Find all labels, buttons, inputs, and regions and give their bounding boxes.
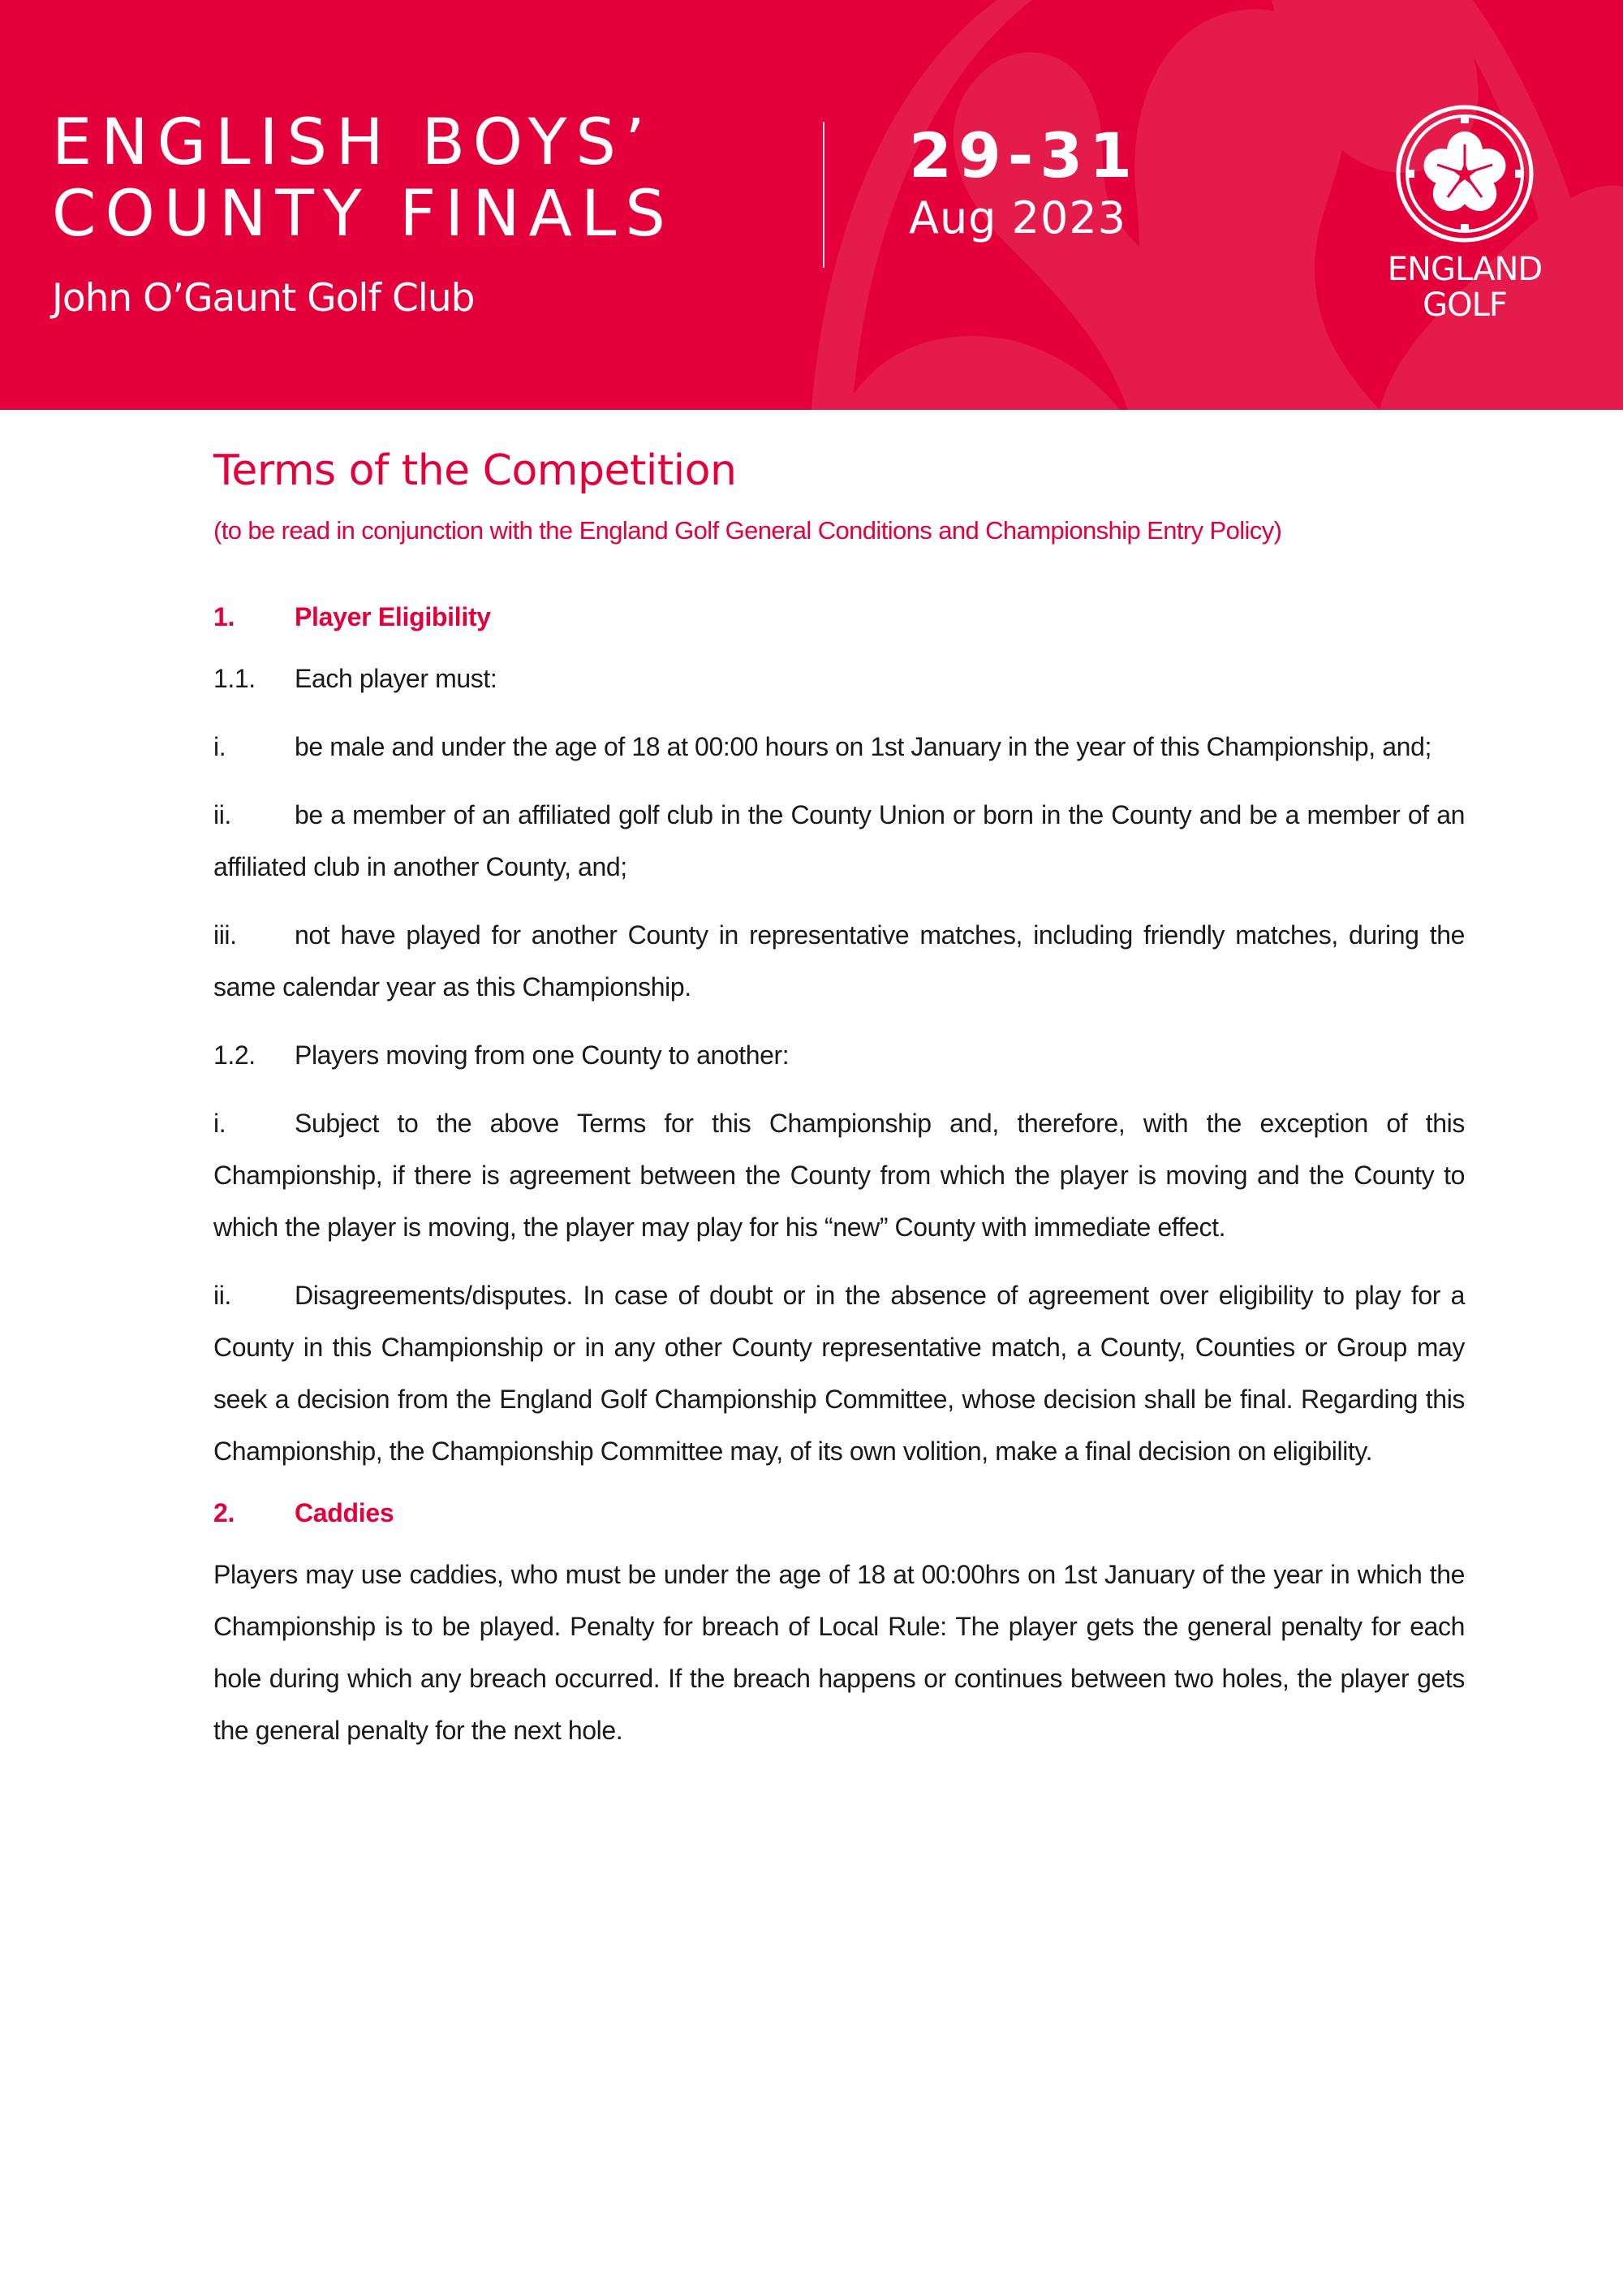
- section-heading: [213, 1493, 1465, 1532]
- clause-number: ii.: [213, 800, 231, 829]
- section-title: Caddies: [295, 1498, 394, 1527]
- venue-name: John O’Gaunt Golf Club: [52, 276, 475, 321]
- section-heading: [213, 597, 1465, 636]
- clause-1-1-iii: [213, 909, 1465, 1013]
- brand-line-1: ENGLAND: [1387, 251, 1543, 288]
- document-title: Terms of the Competition: [213, 446, 737, 495]
- clause-1-1-i: [213, 721, 1465, 773]
- clause-1-2: [213, 1029, 1465, 1081]
- clause-text: be a member of an affiliated golf club in the County Union or born in the County and be a member of an affiliated club in another County, and;: [213, 800, 1465, 881]
- event-month-year: Aug 2023: [909, 192, 1127, 243]
- clause-1-1-ii: [213, 789, 1465, 893]
- clause-text: Subject to the above Terms for this Championship and, therefore, with the exception of this Championship, if there is agreement between the County from which the player is moving and the County to which the player is moving, the player may play for his “new” County with immediate effect.: [213, 1109, 1465, 1242]
- event-title-line-2: COUNTY FINALS: [52, 178, 674, 251]
- clause-1-2-i: [213, 1097, 1465, 1253]
- document-body: [213, 438, 1465, 1756]
- clause-1-2-ii: [213, 1269, 1465, 1477]
- section-number: 1.: [213, 602, 235, 631]
- clause-1-1: [213, 653, 1465, 704]
- caddies-paragraph: Players may use caddies, who must be under the age of 18 at 00:00hrs on 1st January of the year in which the Championship is to be played. Penalty for breach of Local Rule: The player gets the general penalty for each hole during which any breach occurred. If the breach happens or continues between two holes, the player gets the general penalty for the next hole.: [213, 1560, 1465, 1745]
- clause-number: i.: [213, 1109, 226, 1138]
- document-subtitle: (to be read in conjunction with the England Golf General Conditions and Championship Entry Policy): [213, 516, 1282, 545]
- clause-number: iii.: [213, 920, 237, 950]
- clause-text: Disagreements/disputes. In case of doubt or in the absence of agreement over eligibility to play for a County in this Championship or in any other County representative match, a County, Counties or Group may seek a decision from the England Golf Championship Committee, whose decision shall be final. Regarding this Championship, the Championship Committee may, of its own volition, make a final decision on eligibility.: [213, 1281, 1465, 1466]
- clause-text: Players moving from one County to another:: [295, 1040, 790, 1070]
- event-title: [52, 107, 674, 250]
- clause-text: be male and under the age of 18 at 00:00 hours on 1st January in the year of this Championship, and;: [295, 732, 1431, 761]
- event-title-line-1: ENGLISH BOYS’: [52, 106, 654, 179]
- section-caddies: [213, 1493, 1465, 1756]
- event-dates: [909, 119, 1139, 247]
- section-number: 2.: [213, 1498, 235, 1527]
- clause-text: not have played for another County in representative matches, including friendly matches, during the same calendar year as this Championship.: [213, 920, 1465, 1002]
- brand-name: [1384, 252, 1546, 323]
- clause-number: 1.1.: [213, 664, 256, 693]
- event-days: 29-31: [909, 119, 1139, 192]
- clause-text: Each player must:: [295, 664, 497, 693]
- clause-number: i.: [213, 732, 226, 761]
- clause-number: 1.2.: [213, 1040, 256, 1070]
- brand-line-2: GOLF: [1423, 286, 1507, 324]
- section-title: Player Eligibility: [295, 602, 491, 631]
- england-golf-logo: [1384, 104, 1546, 323]
- rose-emblem-icon: [1395, 104, 1535, 243]
- clause-number: ii.: [213, 1281, 231, 1310]
- event-header-banner: [0, 0, 1623, 410]
- header-divider: [823, 122, 824, 268]
- section-player-eligibility: [213, 597, 1465, 1477]
